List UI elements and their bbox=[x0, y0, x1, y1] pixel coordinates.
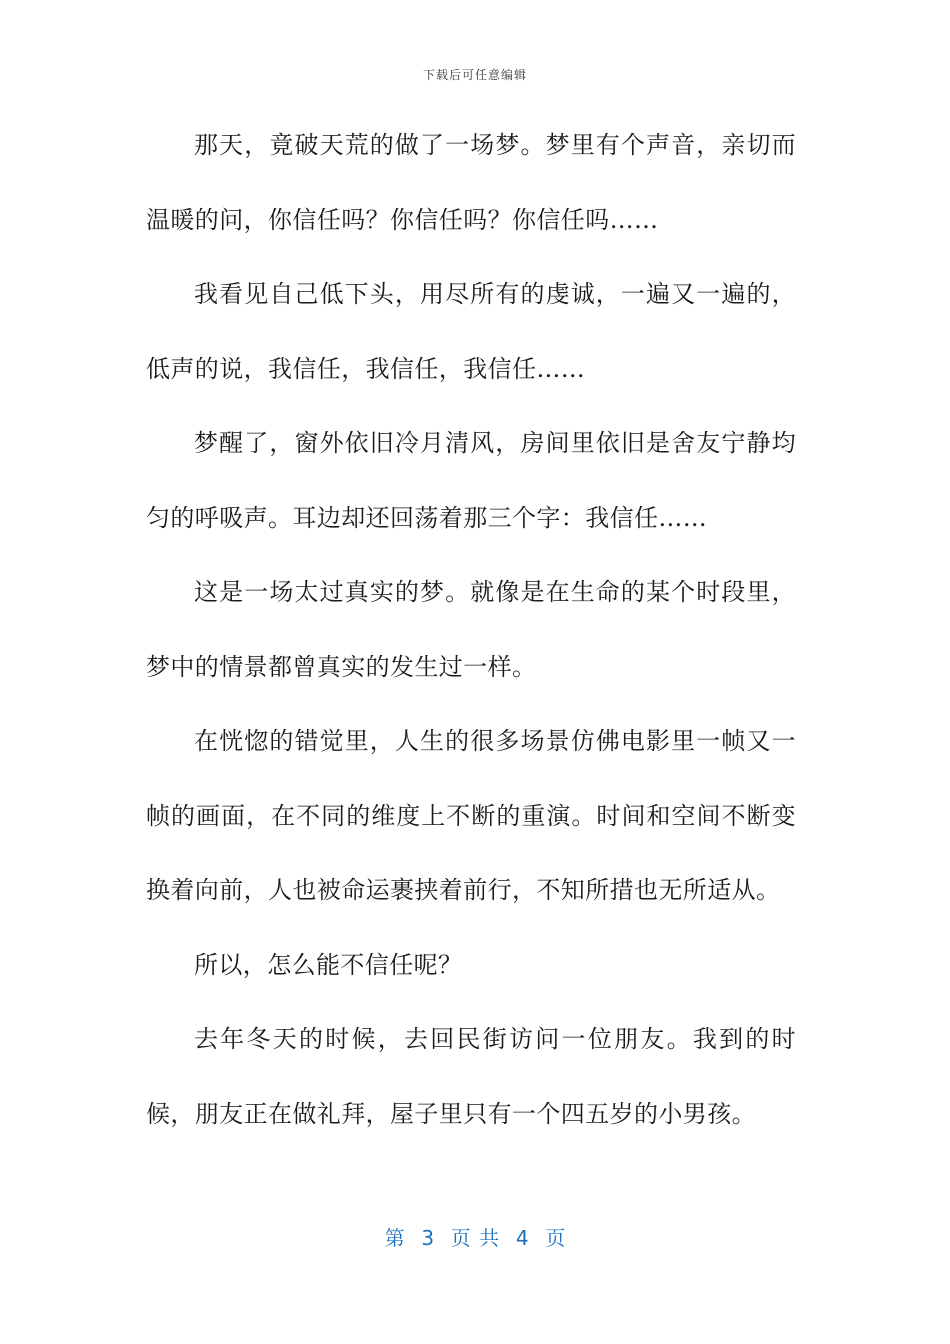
paragraph: 去年冬天的时候，去回民街访问一位朋友。我到的时候，朋友正在做礼拜，屋子里只有一个四五岁的小男孩。 bbox=[146, 1025, 796, 1128]
paragraph: 梦醒了，窗外依旧冷月清风，房间里依旧是舍友宁静均匀的呼吸声。耳边却还回荡着那三个字：我信任…… bbox=[146, 429, 796, 532]
paragraph: 我看见自己低下头，用尽所有的虔诚，一遍又一遍的，低声的说，我信任，我信任，我信任…… bbox=[146, 280, 796, 383]
paragraph: 那天，竟破天荒的做了一场梦。梦里有个声音，亲切而温暖的问，你信任吗？你信任吗？你信任吗…… bbox=[146, 131, 796, 234]
paragraph: 在恍惚的错觉里，人生的很多场景仿佛电影里一帧又一帧的画面，在不同的维度上不断的重演。时间和空间不断变换着向前，人也被命运裹挟着前行，不知所措也无所适从。 bbox=[146, 727, 796, 904]
document-body bbox=[146, 108, 796, 1151]
header-note: 下载后可任意编辑 bbox=[422, 68, 527, 82]
page-number: 第 3 页 共 4 页 bbox=[384, 1226, 566, 1250]
paragraph: 这是一场太过真实的梦。就像是在生命的某个时段里，梦中的情景都曾真实的发生过一样。 bbox=[146, 578, 796, 681]
paragraph: 所以，怎么能不信任呢？ bbox=[194, 950, 463, 979]
page-footer bbox=[0, 1222, 950, 1251]
